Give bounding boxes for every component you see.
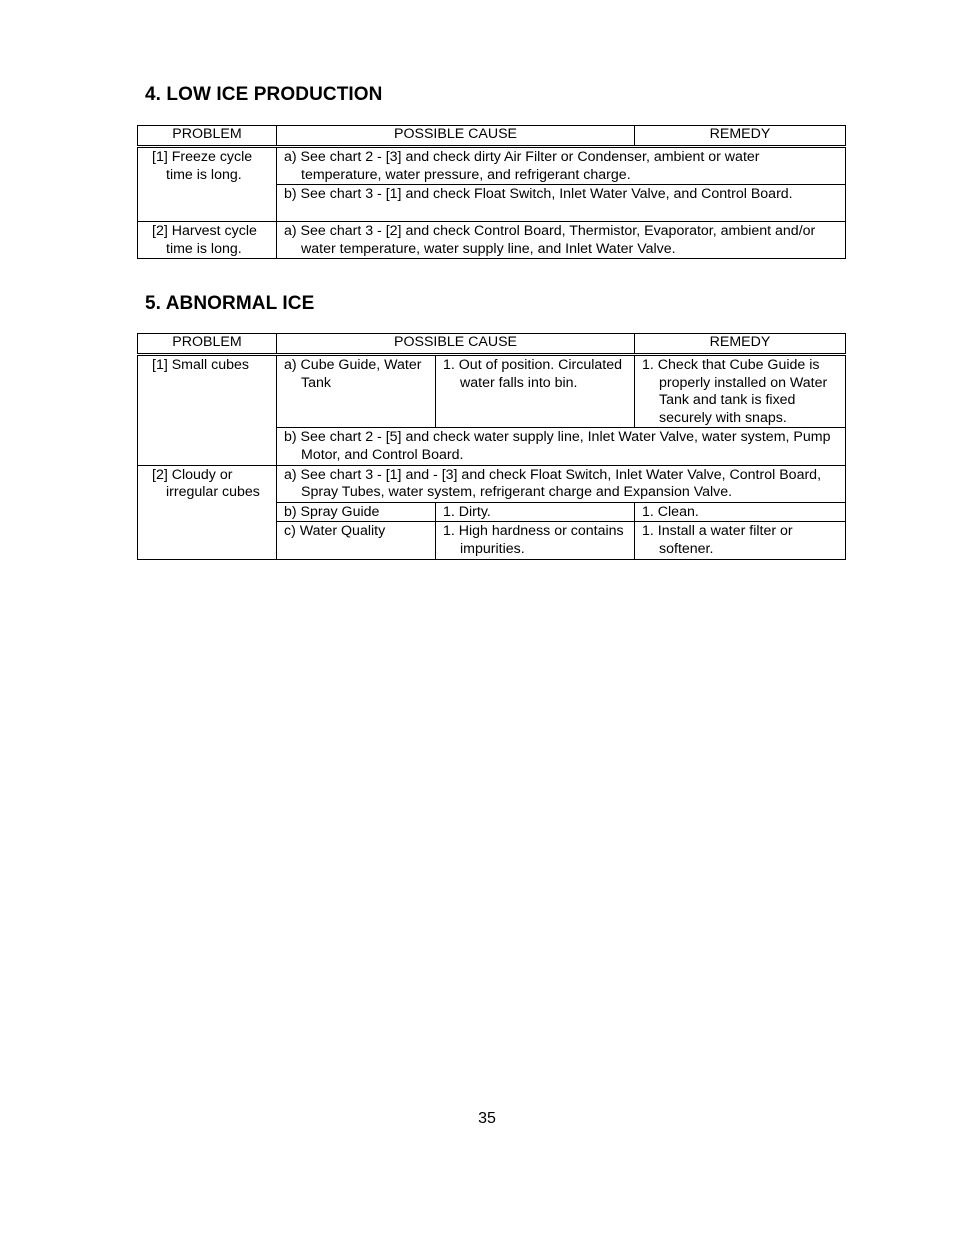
problem-cell: [1] Small cubes	[138, 355, 277, 466]
part-cell: a) Cube Guide, Water Tank	[277, 355, 436, 428]
remedy-cell: 1. Check that Cube Guide is properly installed on Water Tank and tank is fixed securely with snaps.	[635, 355, 846, 428]
part-cell: b) Spray Guide	[277, 502, 436, 522]
table-row	[138, 222, 846, 259]
header-remedy: REMEDY	[635, 334, 846, 355]
table-row	[138, 355, 846, 428]
header-possible-cause: POSSIBLE CAUSE	[277, 334, 635, 355]
section-title-low-ice-production: 4. LOW ICE PRODUCTION	[145, 84, 383, 105]
cause-cell: b) See chart 3 - [1] and check Float Switch, Inlet Water Valve, and Control Board.	[277, 185, 846, 222]
header-possible-cause: POSSIBLE CAUSE	[277, 126, 635, 147]
cause-cell: 1. Out of position. Circulated water falls into bin.	[436, 355, 635, 428]
cause-cell: 1. High hardness or contains impurities.	[436, 522, 635, 559]
table-header-row	[138, 334, 846, 355]
table-row	[138, 147, 846, 185]
remedy-cell: 1. Clean.	[635, 502, 846, 522]
cause-cell: a) See chart 2 - [3] and check dirty Air Filter or Condenser, ambient or water temperature, water pressure, and refrigerant charge.	[277, 147, 846, 185]
header-problem: PROBLEM	[138, 126, 277, 147]
cause-cell: 1. Dirty.	[436, 502, 635, 522]
table-header-row	[138, 126, 846, 147]
problem-cell: [1] Freeze cycle time is long.	[138, 147, 277, 222]
page-number: 35	[478, 1110, 496, 1127]
table-row	[138, 465, 846, 502]
low-ice-production-table	[137, 125, 846, 259]
header-remedy: REMEDY	[635, 126, 846, 147]
cause-cell: a) See chart 3 - [2] and check Control Board, Thermistor, Evaporator, ambient and/or water temperature, water supply line, and Inlet Water Valve.	[277, 222, 846, 259]
problem-cell: [2] Cloudy or irregular cubes	[138, 465, 277, 559]
problem-cell: [2] Harvest cycle time is long.	[138, 222, 277, 259]
cause-cell: a) See chart 3 - [1] and - [3] and check Float Switch, Inlet Water Valve, Control Board, Spray Tubes, water system, refrigerant charge and Expansion Valve.	[277, 465, 846, 502]
cause-cell: b) See chart 2 - [5] and check water supply line, Inlet Water Valve, water system, Pump Motor, and Control Board.	[277, 428, 846, 465]
abnormal-ice-table	[137, 333, 846, 560]
header-problem: PROBLEM	[138, 334, 277, 355]
part-cell: c) Water Quality	[277, 522, 436, 559]
section-title-abnormal-ice: 5. ABNORMAL ICE	[145, 293, 315, 314]
remedy-cell: 1. Install a water filter or softener.	[635, 522, 846, 559]
